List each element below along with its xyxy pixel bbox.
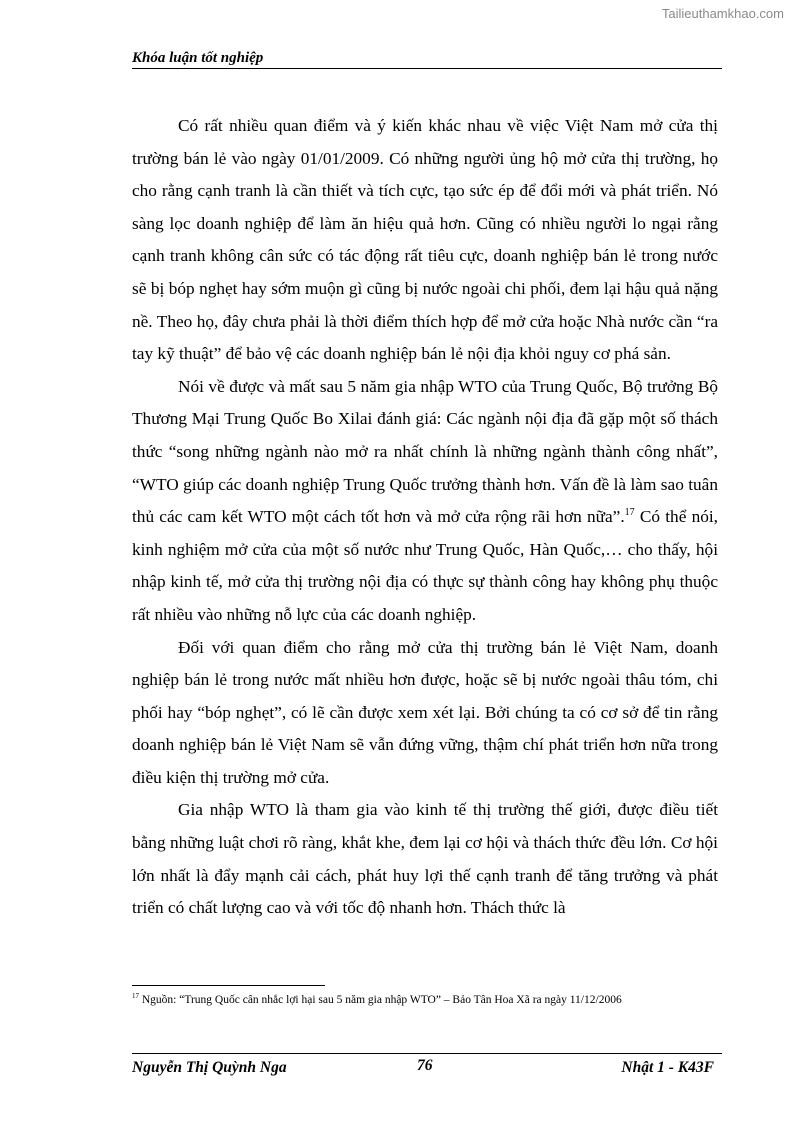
- footnote-number: 17: [132, 992, 139, 1001]
- header-divider: [132, 68, 722, 69]
- footer-author: Nguyễn Thị Quỳnh Nga: [132, 1059, 287, 1076]
- footnote-text: Nguồn: “Trung Quốc cân nhắc lợi hại sau 5 năm gia nhập WTO” – Bảo Tân Hoa Xã ra ngày 11/12/2006: [139, 994, 622, 1006]
- footnote: [132, 992, 722, 1008]
- header-title: Khóa luận tốt nghiệp: [132, 50, 264, 66]
- footnote-divider: [132, 985, 325, 986]
- paragraph-1: Có rất nhiều quan điểm và ý kiến khác nhau về việc Việt Nam mở cửa thị trường bán lẻ vào ngày 01/01/2009. Có những người ủng hộ mở cửa thị trường, họ cho rằng cạnh tranh là cần thiết và tích cực, tạo sức ép để đổi mới và phát triển. Nó sàng lọc doanh nghiệp để làm ăn hiệu quả hơn. Cũng có nhiều người lo ngại rằng cạnh tranh không cân sức có tác động rất tiêu cực, doanh nghiệp bán lẻ trong nước sẽ bị bóp nghẹt hay sớm muộn gì cũng bị nước ngoài chi phối, đem lại hậu quả nặng nề. Theo họ, đây chưa phải là thời điểm thích hợp để mở cửa hoặc Nhà nước cần “ra tay kỹ thuật” để bảo vệ các doanh nghiệp bán lẻ nội địa khỏi nguy cơ phá sản.: [132, 116, 718, 364]
- paragraph-2-text-after: Có thể nói, kinh nghiệm mở cửa của một số nước như Trung Quốc, Hàn Quốc,… cho thấy, hội nhập kinh tế, mở cửa thị trường nội địa có thực sự thành công hay không phụ thuộc rất nhiều vào những nỗ lực của các doanh nghiệp.: [132, 507, 718, 624]
- watermark: Tailieuthamkhao.com: [661, 6, 784, 21]
- paragraph-3: Đối với quan điểm cho rằng mở cửa thị trường bán lẻ Việt Nam, doanh nghiệp bán lẻ trong nước mất nhiều hơn được, hoặc sẽ bị nước ngoài thâu tóm, chi phối hay “bóp nghẹt”, có lẽ cần được xem xét lại. Bởi chúng ta có cơ sở để tin rằng doanh nghiệp bán lẻ Việt Nam sẽ vẫn đứng vững, thậm chí phát triển hơn nữa trong điều kiện thị trường mở cửa.: [132, 637, 718, 787]
- footnote-reference: 17: [624, 507, 635, 519]
- paragraph-2: [132, 371, 718, 632]
- page-number: 76: [417, 1057, 433, 1074]
- footer-class-label: Nhật 1 - K43F: [621, 1059, 714, 1076]
- paragraph-2-text-before: Nói về được và mất sau 5 năm gia nhập WTO của Trung Quốc, Bộ trưởng Bộ Thương Mại Trung Quốc Bo Xilai đánh giá: Các ngành nội địa đã gặp một số thách thức “song những ngành nào mở ra nhất chính là những ngành thành công nhất”, “WTO giúp các doanh nghiệp Trung Quốc trưởng thành hơn. Vấn đề là làm sao tuân thủ các cam kết WTO một cách tốt hơn và mở cửa rộng rãi hơn nữa”.: [132, 376, 718, 527]
- footer-divider: [132, 1053, 722, 1054]
- body-text: [132, 110, 718, 925]
- paragraph-4: Gia nhập WTO là tham gia vào kinh tế thị trường thế giới, được điều tiết bằng những luật chơi rõ ràng, khắt khe, đem lại cơ hội và thách thức đều lớn. Cơ hội lớn nhất là đẩy mạnh cải cách, phát huy lợi thế cạnh tranh để tăng trưởng và phát triển có chất lượng cao và với tốc độ nhanh hơn. Thách thức là: [132, 800, 718, 918]
